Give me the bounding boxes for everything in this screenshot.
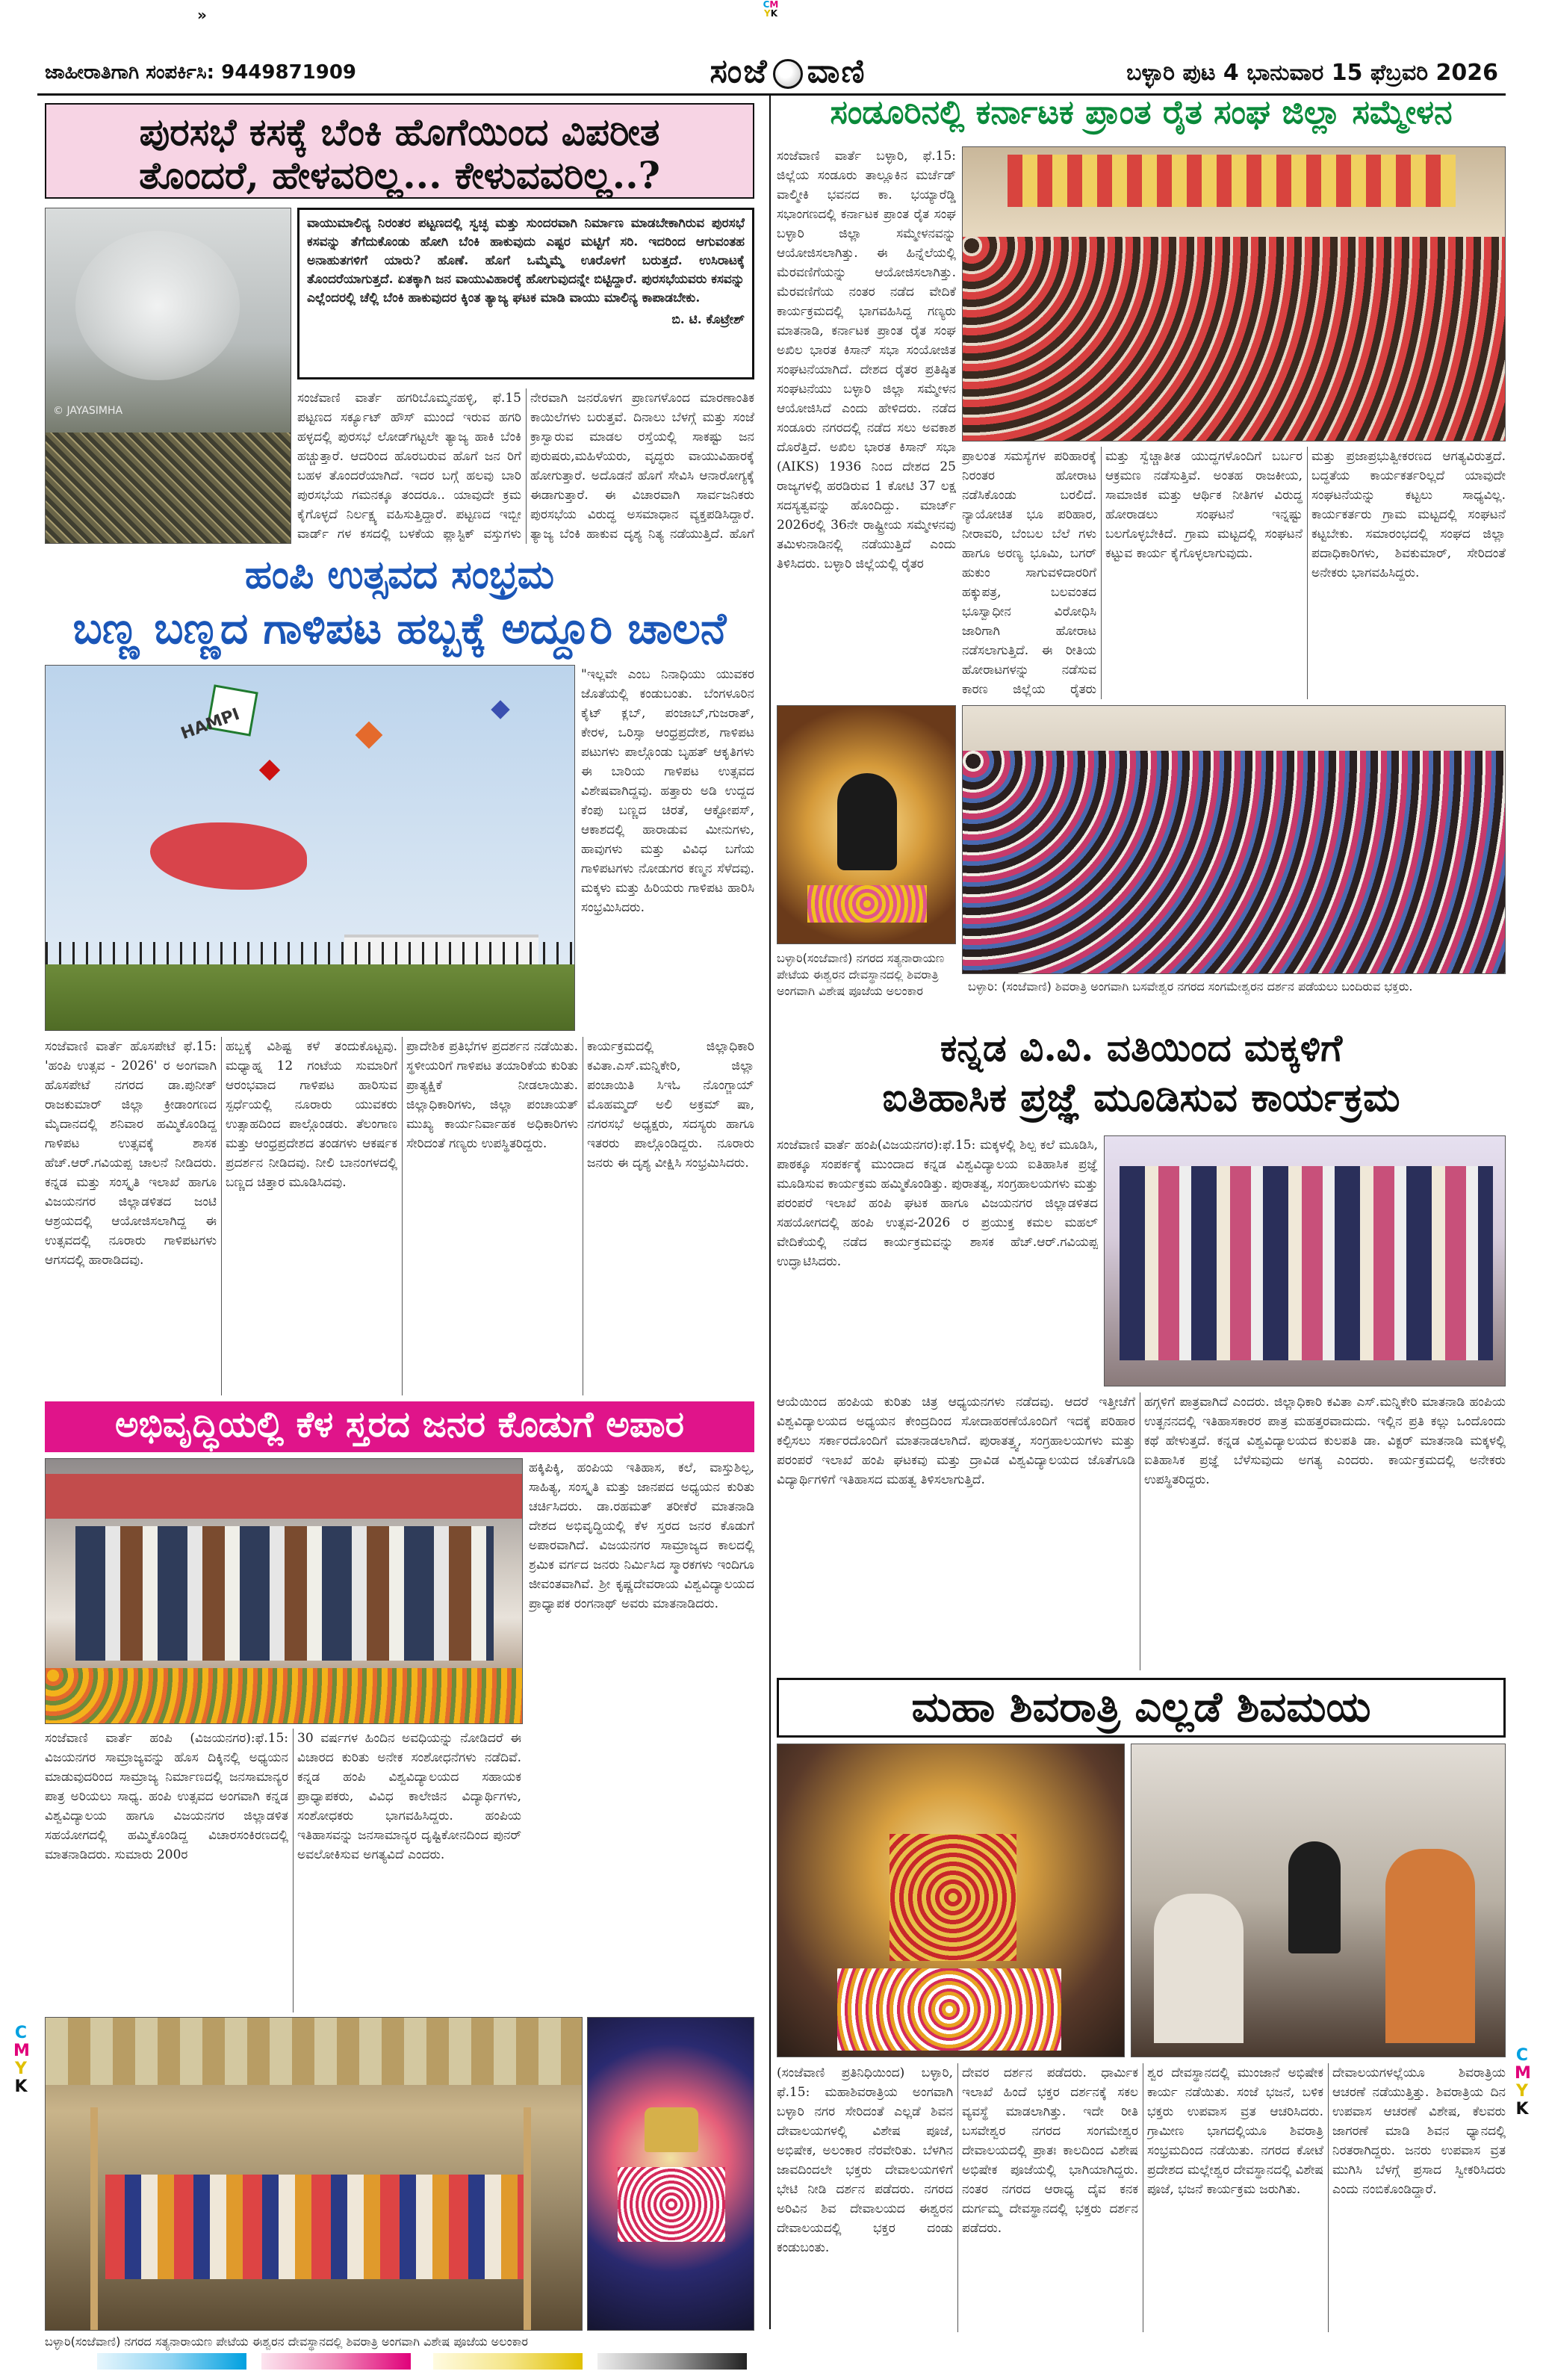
story4-headline-2: ಐತಿಹಾಸಿಕ ಪ್ರಜ್ಞೆ ಮೂಡಿಸುವ ಕಾರ್ಯಕ್ರಮ — [882, 1075, 1400, 1121]
story3-side-col: "ಇಲ್ಲವೇ ಎಂಬ ನಿನಾಧಿಯು ಯುವಕರ ಜೊತೆಯಲ್ಲಿ ಕಂಡುಬಂತು. ಬೆಂಗಳೂರಿನ ಕೈಟ್ ಕ್ಲಬ್, ಪಂಜಾಬ್,ಗುಜರಾತ್, ಕೇರಳ, ಒರಿಸ್ಸಾ ಆಂಧ್ರಪ್ರದೇಶ, ಗಾಳಿಪಟ ಪಟುಗಳು ಪಾಲ್ಗೊಂಡು ಬೃಹತ್ ಆಕೃತಿಗಳು ಈ ಬಾರಿಯ ಗಾಳಿಪಟ ಉತ್ಸವದ ವಿಶೇಷವಾಗಿದ್ದವು. ಹತ್ತಾರು ಅಡಿ ಉದ್ದದ ಕೆಂಪು ಬಣ್ಣದ ಚಿರತೆ, ಆಕ್ಟೋಪಸ್, ಆಕಾಶದಲ್ಲಿ ಹಾರಾಡುವ ಮೀನುಗಳು, ಹಾವುಗಳು ಮತ್ತು ವಿವಿಧ ಬಗೆಯ ಗಾಳಿಪಟಗಳು ನೋಡುಗರ ಕಣ್ಮನ ಸೆಳೆದವು. ಮಕ್ಕಳು ಮತ್ತು ಹಿರಿಯರು ಗಾಳಿಪಟ ಹಾರಿಸಿ ಸಂಭ್ರಮಿಸಿದರು. — [581, 667, 754, 915]
story1-headline: ಪುರಸಭೆ ಕಸಕ್ಕೆ ಬೆಂಕಿ ಹೊಗೆಯಿಂದ ವಿಪರೀತ ತೊಂದರೆ, ಹೇಳವರಿಲ್ಲ... ಕೇಳುವವರಿಲ್ಲ..? — [45, 103, 754, 199]
yellow-bar — [433, 2353, 583, 2370]
cmyk-mark-right: C M Y K — [1515, 2046, 1531, 2119]
story6-queue-caption: ಬಳ್ಳಾರಿ(ಸಂಜೆವಾಣಿ) ನಗರದ ಸತ್ಯನಾರಾಯಣ ಪೇಟೆಯ ಈಶ್ವರನ ದೇವಸ್ಥಾನದಲ್ಲಿ ಶಿವರಾತ್ರಿ ಅಂಗವಾಗಿ ವಿಶೇಷ ಪೂಜೆಯ ಅಲಂಕಾರ — [45, 2334, 528, 2349]
shivalinga-alankara-photo — [777, 1744, 1125, 2057]
temple-queue-photo — [45, 2017, 583, 2331]
cheetah-kite — [150, 822, 307, 890]
story1-col1: ಸಂಜೆವಾಣಿ ವಾರ್ತೆ ಹಗರಿಬೊಮ್ಮನಹಳ್ಳಿ, ಫೆ.15 ಪಟ್ಟಣದ ಸರ್ಕ್ಯೂಟ್ ಹೌಸ್ ಮುಂದೆ ಇರುವ ಹಗರಿ ಹಳ್ಳದಲ್ಲಿ ಪುರಸಭೆ ಲೋಡ್‌ಗಟ್ಟಲೇ ತ್ಯಾಜ್ಯ ಹಾಕಿ ಬೆಂಕಿ ಹಚ್ಚುತ್ತಾರೆ. ಆದರಿಂದ ಹೊರಬರುವ ಹೊಗೆ ಜನ ರಿಗೆ ಬಹಳ ತೊಂದರೆಯಾಗಿದೆ. ಇದರ ಬಗ್ಗೆ ಹಲವು ಬಾರಿ ಪುರಸಭೆಯ ಗಮನಕ್ಕೂ ತಂದರೂ.. ಯಾವುದೇ ಕ್ರಮ ಕೈಗೊಳ್ಳದೆ ನಿರ್ಲಕ್ಷ್ಯ ವಹಿಸುತ್ತಿದ್ದಾರೆ. ಪಟ್ಟಣದ ಇಬ್ಬೀ ವಾರ್ಡ್ ಗಳ ಕಸದಲ್ಲಿ ಬಳಕೆಯ ಪ್ಲಾಸ್ಟಿಕ್ ವಸ್ತುಗಳು — [297, 391, 521, 542]
story5-col-right: ಹಕ್ಕಿಪಿಕ್ಕಿ, ಹಂಪಿಯ ಇತಿಹಾಸ, ಕಲೆ, ವಾಸ್ತುಶಿಲ್ಪ, ಸಾಹಿತ್ಯ, ಸಂಸ್ಕೃತಿ ಮತ್ತು ಜಾನಪದ ಅಧ್ಯಯನ ಕುರಿತು ಚರ್ಚಿಸಿದರು. ಡಾ.ರಹಮತ್ ತರೀಕೆರೆ ಮಾತನಾಡಿ ದೇಶದ ಅಭಿವೃದ್ಧಿಯಲ್ಲಿ ಕೆಳ ಸ್ತರದ ಜನರ ಕೊಡುಗೆ ಅಪಾರವಾಗಿದೆ. ವಿಜಯನಗರ ಸಾಮ್ರಾಜ್ಯದ ಕಾಲದಲ್ಲಿ ಶ್ರಮಿಕ ವರ್ಗದ ಜನರು ನಿರ್ಮಿಸಿದ ಸ್ಮಾರಕಗಳು ಇಂದಿಗೂ ಜೀವಂತವಾಗಿವೆ. ಶ್ರೀ ಕೃಷ್ಣದೇವರಾಯ ವಿಶ್ವವಿದ್ಯಾಲಯದ ಪ್ರಾಧ್ಯಾಪಕ ರಂಗನಾಥ್ ಅವರು ಮಾತನಾಡಿದರು. — [529, 1460, 754, 1611]
story2-crowd-caption: ಬಳ್ಳಾರಿ: (ಸಂಜೆವಾಣಿ) ಶಿವರಾತ್ರಿ ಅಂಗವಾಗಿ ಬಸವೇಶ್ವರ ನಗರದ ಸಂಗಮೇಶ್ವರನ ದರ್ಶನ ಪಡೆಯಲು ಬಂದಿರುವ ಭಕ್ತರು. — [968, 979, 1413, 994]
story6-col3: ಶ್ವರ ದೇವಸ್ಥಾನದಲ್ಲಿ ಮುಂಜಾನೆ ಅಭಿಷೇಕ ಕಾರ್ಯ ನಡೆಯಿತು. ಸಂಜೆ ಭಜನೆ, ಬಳಿಕ ಭಕ್ತರು ಉಪವಾಸ ವ್ರತ ಆಚರಿಸಿದರು. ಗ್ರಾಮೀಣ ಭಾಗದಲ್ಲಿಯೂ ಶಿವರಾತ್ರಿ ಸಂಭ್ರಮದಿಂದ ನಡೆಯಿತು. ನಗರದ ಕೋಟೆ ಪ್ರದೇಶದ ಮಲ್ಲೇಶ್ವರ ದೇವಸ್ಥಾನದಲ್ಲಿ ವಿಶೇಷ ಪೂಜೆ, ಭಜನೆ ಕಾರ್ಯಕ್ರಮ ಜರುಗಿತು. — [1147, 2066, 1323, 2197]
story5-col1: ಸಂಜೆವಾಣಿ ವಾರ್ತೆ ಹಂಪಿ (ವಿಜಯನಗರ):ಫೆ.15: ವಿಜಯನಗರ ಸಾಮ್ರಾಜ್ಯವನ್ನು ಹೊಸ ದಿಕ್ಕಿನಲ್ಲಿ ಅಧ್ಯಯನ ಮಾಡುವುದರಿಂದ ಸಾಮ್ರಾಜ್ಯ ನಿರ್ಮಾಣದಲ್ಲಿ ಜನಸಾಮಾನ್ಯರ ಪಾತ್ರ ಅರಿಯಲು ಸಾಧ್ಯ. ಹಂಪಿ ಉತ್ಸವದ ಅಂಗವಾಗಿ ಕನ್ನಡ ವಿಶ್ವವಿದ್ಯಾಲಯ ಹಾಗೂ ವಿಜಯನಗರ ಜಿಲ್ಲಾಡಳಿತ ಸಹಯೋಗದಲ್ಲಿ ಹಮ್ಮಿಕೊಂಡಿದ್ದ ವಿಚಾರಸಂಕಿರಣದಲ್ಲಿ ಮಾತನಾಡಿದರು. ಸುಮಾರು 200ರ — [45, 1731, 288, 1862]
story4-col1: ಆಯೆಯಿಂದ ಹಂಪಿಯ ಕುರಿತು ಚಿತ್ರ ಆಧ್ಯಯನಗಳು ನಡೆದವು. ಆದರೆ ಇತ್ತೀಚೆಗೆ ವಿಶ್ವವಿದ್ಯಾಲಯದ ಅಧ್ಯಯನ ಕೇಂದ್ರದಿಂದ ಸೋದಾಹರಣೆಯೊಂದಿಗೆ ಇದಕ್ಕೆ ಪರಿಹಾರ ಕಲ್ಪಿಸಲು ಸರ್ಕಾರದೊಂದಿಗೆ ಮಾತನಾಡಲಾಗಿದೆ. ಪುರಾತತ್ತ್ವ, ಸಂಗ್ರಹಾಲಯಗಳು ಮತ್ತು ಪರಂಪರೆ ಇಲಾಖೆ ಹಂಪಿ ಘಟಕವು ಮತ್ತು ದ್ರಾವಿಡ ವಿಶ್ವವಿದ್ಯಾಲಯದ ಜೊತೆಗೂಡಿ ವಿದ್ಯಾರ್ಥಿಗಳಿಗೆ ಇತಿಹಾಸದ ಮಹತ್ವ ತಿಳಿಸಲಾಗುತ್ತಿದೆ. — [777, 1395, 1135, 1487]
story4-col2: ಹಗ್ಗಳಿಗೆ ಪಾತ್ರವಾಗಿದೆ ಎಂದರು. ಜಿಲ್ಲಾಧಿಕಾರಿ ಕವಿತಾ ಎಸ್.ಮನ್ನಿಕೇರಿ ಮಾತನಾಡಿ ಹಂಪಿಯ ಉತ್ಖನನದಲ್ಲಿ ಇತಿಹಾಸಕಾರರ ಪಾತ್ರ ಮಹತ್ತರವಾದುದು. ಇಲ್ಲಿನ ಪ್ರತಿ ಕಲ್ಲು ಒಂದೊಂದು ಕಥೆ ಹೇಳುತ್ತದೆ. ಕನ್ನಡ ವಿಶ್ವವಿದ್ಯಾಲಯದ ಕುಲಪತಿ ಡಾ. ವಿಕ್ಟರ್ ಮಾತನಾಡಿ ಮಕ್ಕಳಲ್ಲಿ ಐತಿಹಾಸಿಕ ಪ್ರಜ್ಞೆ ಬೆಳೆಸುವುದು ಅಗತ್ಯ ಎಂದರು. ಕಾರ್ಯಕ್ರಮದಲ್ಲಿ ಅನೇಕರು ಉಪಸ್ಥಿತರಿದ್ದರು. — [1144, 1395, 1506, 1487]
story2-temple-caption: ಬಳ್ಳಾರಿ(ಸಂಜೆವಾಣಿ) ನಗರದ ಸತ್ಯನಾರಾಯಣ ಪೇಟೆಯ ಈಶ್ವರನ ದೇವಸ್ಥಾನದಲ್ಲಿ ಶಿವರಾತ್ರಿ ಅಂಗವಾಗಿ ವಿಶೇಷ ಪೂಜೆಯ ಅಲಂಕಾರ — [777, 951, 945, 998]
story6-col2: ದೇವರ ದರ್ಶನ ಪಡೆದರು. ಧಾರ್ಮಿಕ ಇಲಾಖೆ ಹಿಂದೆ ಭಕ್ತರ ದರ್ಶನಕ್ಕೆ ಸಕಲ ವ್ಯವಸ್ಥೆ ಮಾಡಲಾಗಿತ್ತು. ಇದೇ ರೀತಿ ಬಸವೇಶ್ವರ ನಗರದ ಸಂಗಮೇಶ್ವರ ದೇವಾಲಯದಲ್ಲಿ ಪ್ರಾತಃ ಕಾಲದಿಂದ ವಿಶೇಷ ಅಭಿಷೇಕ ಪೂಜೆಯಲ್ಲಿ ಭಾಗಿಯಾಗಿದ್ದರು. ನಂತರ ನಗರದ ಆರಾಧ್ಯ ದೈವ ಕನಕ ದುರ್ಗಮ್ಮ ದೇವಸ್ಥಾನದಲ್ಲಿ ಭಕ್ತರು ದರ್ಶನ ಪಡೆದರು. — [962, 2066, 1138, 2236]
dateline: ಬಳ್ಳಾರಿ ಪುಟ 4 ಭಾನುವಾರ 15 ಫೆಬ್ರವರಿ 2026 — [1126, 60, 1498, 86]
story6-col1: (ಸಂಜೆವಾಣಿ ಪ್ರತಿನಿಧಿಯಿಂದ) ಬಳ್ಳಾರಿ, ಫೆ.15: ಮಹಾಶಿವರಾತ್ರಿಯ ಅಂಗವಾಗಿ ಬಳ್ಳಾರಿ ನಗರ ಸೇರಿದಂತೆ ಎಲ್ಲಡೆ ಶಿವನ ದೇವಾಲಯಗಳಲ್ಲಿ ವಿಶೇಷ ಪೂಜೆ, ಅಭಿಷೇಕ, ಅಲಂಕಾರ ನೆರವೇರಿತು. ಬೆಳಗಿನ ಜಾವದಿಂದಲೇ ಭಕ್ತರು ದೇವಾಲಯಗಳಿಗೆ ಭೇಟಿ ನೀಡಿ ದರ್ಶನ ಪಡೆದರು. ನಗರದ ಅರಿವಿನ ಶಿವ ದೇವಾಲಯದ ಈಶ್ವರನ ದೇವಾಲಯದಲ್ಲಿ ಭಕ್ತರ ದಂಡು ಕಂಡುಬಂತು. — [777, 2066, 953, 2255]
story4-col-top: ಸಂಜೆವಾಣಿ ವಾರ್ತೆ ಹಂಪಿ(ವಿಜಯನಗರ):ಫೆ.15: ಮಕ್ಕಳಲ್ಲಿ ಶಿಲ್ಪ ಕಲೆ ಮೂಡಿಸಿ, ಪಾಠಕ್ಕೂ ಸಂಪರ್ಕಕ್ಕೆ ಮುಂದಾದ ಕನ್ನಡ ವಿಶ್ವವಿದ್ಯಾಲಯ ಐತಿಹಾಸಿಕ ಪ್ರಜ್ಞೆ ಮೂಡಿಸುವ ಕಾರ್ಯಕ್ರಮ ಹಮ್ಮಿಕೊಂಡಿತ್ತು. ಪುರಾತತ್ವ, ಸಂಗ್ರಹಾಲಯಗಳು ಮತ್ತು ಪರಂಪರೆ ಇಲಾಖೆ ಹಂಪಿ ಘಟಕ ಹಾಗೂ ವಿಜಯನಗರ ಜಿಲ್ಲಾಡಳಿತದ ಸಹಯೋಗದಲ್ಲಿ ಹಂಪಿ ಉತ್ಸವ-2026 ರ ಪ್ರಯುಕ್ತ ಕಮಲ ಮಹಲ್ ವೇದಿಕೆಯಲ್ಲಿ ನಡೆದ ಕಾರ್ಯಕ್ರಮವನ್ನು ಶಾಸಕ ಹೆಚ್.ಆರ್.ಗವಿಯಪ್ಪ ಉದ್ಘಾಟಿಸಿದರು. — [777, 1138, 1098, 1269]
magenta-bar — [261, 2353, 411, 2370]
story3-col3: ಪ್ರಾದೇಶಿಕ ಪ್ರತಿಭೆಗಳ ಪ್ರದರ್ಶನ ನಡೆಯಿತು. ಸ್ಥಳೀಯರಿಗೆ ಗಾಳಿಪಟ ತಯಾರಿಕೆಯ ಕುರಿತು ಪ್ರಾತ್ಯಕ್ಷಿಕೆ ನೀಡಲಾಯಿತು. ಜಿಲ್ಲಾಧಿಕಾರಿಗಳು, ಜಿಲ್ಲಾ ಪಂಚಾಯತ್ ಮುಖ್ಯ ಕಾರ್ಯನಿರ್ವಾಹಕ ಅಧಿಕಾರಿಗಳು ಸೇರಿದಂತೆ ಗಣ್ಯರು ಉಪಸ್ಥಿತರಿದ್ದರು. — [406, 1039, 578, 1151]
ad-contact: ಜಾಹೀರಾತಿಗಾಗಿ ಸಂಪರ್ಕಿಸಿ: 9449871909 — [45, 61, 357, 84]
seminar-photo — [45, 1458, 523, 1724]
story3-col4: ಕಾರ್ಯಕ್ರಮದಲ್ಲಿ ಜಿಲ್ಲಾಧಿಕಾರಿ ಕವಿತಾ.ಎಸ್.ಮನ್ನಿಕೇರಿ, ಜಿಲ್ಲಾ ಪಂಚಾಯಿತಿ ಸಿಇಓ ನೊಂಗ್ಜಾಯ್ ಮೊಹಮ್ಮದ್ ಅಲಿ ಅಕ್ರಮ್ ಷಾ, ನಗರಸಭೆ ಅಧ್ಯಕ್ಷರು, ಸದಸ್ಯರು ಹಾಗೂ ಇತರರು ಪಾಲ್ಗೊಂಡಿದ್ದರು. ನೂರಾರು ಜನರು ಈ ದೃಶ್ಯ ವೀಕ್ಷಿಸಿ ಸಂಭ್ರಮಿಸಿದರು. — [587, 1039, 754, 1171]
smoke-photo: © JAYASIMHA — [45, 208, 291, 544]
kannada-university-event-photo — [1104, 1135, 1506, 1386]
cmyk-mark-left: C M Y K — [13, 2024, 30, 2096]
abhisheka-photo — [1131, 1744, 1506, 2057]
story2-col2: ಪ್ರಾಲಂತ ಸಮಸ್ಯೆಗಳ ಪರಿಹಾರಕ್ಕೆ ನಿರಂತರ ಹೋರಾಟ ನಡೆಸಿಕೊಂಡು ಬರಲಿದೆ. ನ್ಯಾಯೋಚಿತ ಭೂ ಪರಿಹಾರ, ನೀರಾವರಿ, ಬೆಂಬಲ ಬೆಲೆ ಗಳು ಹಾಗೂ ಅರಣ್ಯ ಭೂಮಿ, ಬಗರ್ ಹುಕುಂ ಸಾಗುವಳಿದಾರರಿಗೆ ಹಕ್ಕುಪತ್ರ, ಬಲವಂತದ ಭೂಸ್ವಾಧೀನ ವಿರೋಧಿಸಿ ಜಾರಿಗಾಗಿ ಹೋರಾಟ ನಡೆಸಲಾಗುತ್ತಿದೆ. ಈ ರೀತಿಯ ಹೋರಾಟಗಳನ್ನು ನಡೆಸುವ ಕಾರಣ ಜಿಲ್ಲೆಯ ರೈತರು — [962, 449, 1096, 697]
devotees-crowd-photo — [962, 705, 1506, 974]
story1-col2: ನೇರವಾಗಿ ಜನರೊಳಗ ಪ್ರಾಣಗಳೊಂದ ಮಾರಣಾಂತಿಕ ಕಾಯಿಲೆಗಳು ಬರುತ್ತವೆ. ದಿನಾಲು ಬೆಳಗ್ಗೆ ಮತ್ತು ಸಂಜೆ ಕ್ರಾಸ್ವಾರುವ ಮಾಡಲ ರಸ್ತೆಯಲ್ಲಿ ಸಾಕಷ್ಟು ಜನ ಪುರುಷರು,ಮಹಿಳೆಯರು, ವೃದ್ಧರು ವಾಯುವಿಹಾರಕ್ಕೆ ಹೋಗುತ್ತಾರೆ. ಅದೊಡನೆ ಹೊಗೆ ಸೇವಿಸಿ ಆನಾರೋಗ್ಯಕ್ಕೆ ಈಡಾಗುತ್ತಾರೆ. ಈ ವಿಚಾರವಾಗಿ ಸಾರ್ವಜನಿಕರು ಪುರಸಭೆಯ ವಿರುದ್ಧ ಅಸಮಾಧಾನ ವ್ಯಕ್ತಪಡಿಸಿದ್ದಾರೆ. ತ್ಯಾಜ್ಯ ಬೆಂಕಿ ಹಾಕುವ ದೃಶ್ಯ ನಿತ್ಯ ನಡೆಯುತ್ತಿದೆ. ಹೊಗೆ — [530, 391, 754, 542]
temple-idol-photo — [777, 705, 956, 944]
story2-col3: ಮತ್ತು ಸ್ವೆಚ್ಚಾತೀತ ಯುದ್ಧಗಳೊಂದಿಗೆ ಬರ್ಬರ ಆಕ್ರಮಣ ನಡೆಸುತ್ತಿವೆ. ಅಂತಹ ರಾಜಕೀಯ, ಸಾಮಾಜಿಕ ಮತ್ತು ಆರ್ಥಿಕ ನೀತಿಗಳ ವಿರುದ್ಧ ಹೋರಾಡಲು ಸಂಘಟನೆ ಇನ್ನಷ್ಟು ಬಲಗೊಳ್ಳಬೇಕಿದೆ. ಗ್ರಾಮ ಮಟ್ಟದಲ್ಲಿ ಸಂಘಟನೆ ಕಟ್ಟುವ ಕಾರ್ಯ ಕೈಗೊಳ್ಳಲಾಗುವುದು. — [1105, 449, 1303, 561]
masthead — [37, 51, 1506, 96]
kite-banner-text: HAMPI — [178, 704, 243, 744]
story3-col1: ಸಂಜೆವಾಣಿ ವಾರ್ತೆ ಹೊಸಪೇಟೆ ಫೆ.15: 'ಹಂಪಿ ಉತ್ಸವ - 2026' ರ ಅಂಗವಾಗಿ ಹೊಸಪೇಟೆ ನಗರದ ಡಾ.ಪುನೀತ್ ರಾಜಕುಮಾರ್ ಜಿಲ್ಲಾ ಕ್ರೀಡಾಂಗಣದ ಮೈದಾನದಲ್ಲಿ ಶನಿವಾರ ಹಮ್ಮಿಕೊಂಡಿದ್ದ ಗಾಳಿಪಟ ಉತ್ಸವಕ್ಕೆ ಶಾಸಕ ಹೆಚ್.ಆರ್.ಗವಿಯಪ್ಪ ಚಾಲನೆ ನೀಡಿದರು. ಕನ್ನಡ ಮತ್ತು ಸಂಸ್ಕೃತಿ ಇಲಾಖೆ ಹಾಗೂ ವಿಜಯನಗರ ಜಿಲ್ಲಾಡಳಿತದ ಜಂಟಿ ಆಶ್ರಯದಲ್ಲಿ ಆಯೋಜಿಸಲಾಗಿದ್ದ ಈ ಉತ್ಸವದಲ್ಲಿ ನೂರಾರು ಗಾಳಿಪಟಗಳು ಆಗಸದಲ್ಲಿ ಹಾರಾಡಿದವು. — [45, 1039, 217, 1268]
story3-headline-2: ಬಣ್ಣ ಬಣ್ಣದ ಗಾಳಿಪಟ ಹಬ್ಬಕ್ಕೆ ಅದ್ದೂರಿ ಚಾಲನೆ — [72, 603, 727, 654]
story2-col1: ಸಂಜೆವಾಣಿ ವಾರ್ತೆ ಬಳ್ಳಾರಿ, ಫೆ.15: ಜಿಲ್ಲೆಯ ಸಂಡೂರು ತಾಲ್ಲೂಕಿನ ಮರ್ಚೆಡ್ ವಾಲ್ಮೀಕಿ ಭವನದ ಕಾ. ಭಯ್ಯಾರೆಡ್ಡಿ ಸಭಾಂಗಣದಲ್ಲಿ ಕರ್ನಾಟಕ ಪ್ರಾಂತ ರೈತ ಸಂಘ ಬಳ್ಳಾರಿ ಜಿಲ್ಲಾ ಸಮ್ಮೇಳನವನ್ನು ಆಯೋಜಿಸಲಾಗಿತ್ತು. ಈ ಹಿನ್ನೆಲೆಯಲ್ಲಿ ಮೆರವಣಿಗೆಯನ್ನು ಆಯೋಜಿಸಲಾಗಿತ್ತು. ಮೆರವಣಿಗೆಯ ನಂತರ ನಡೆದ ವೇದಿಕೆ ಕಾರ್ಯಕ್ರಮದಲ್ಲಿ ಭಾಗವಹಿಸಿದ್ದ ಗಣ್ಯರು ಮಾತನಾಡಿ, ಕರ್ನಾಟಕ ಪ್ರಾಂತ ರೈತ ಸಂಘ ಅಖಿಲ ಭಾರತ ಕಿಸಾನ್ ಸಭಾ ಸಂಯೋಜಿತ ಸಂಘಟನೆಯಾಗಿದೆ. ದೇಶದ ರೈತರ ಪ್ರತಿಷ್ಠಿತ ಸಂಘಟನೆಯು ಬಳ್ಳಾರಿ ಜಿಲ್ಲಾ ಸಮ್ಮೇಳನ ಆಯೋಜಿಸಿದೆ ಎಂದು ಹೇಳಿದರು. ನಡೆದ ಸಂಡೂರು ನಗರದಲ್ಲಿ ನಡೆದ ಸಲು ಅವಕಾಶ ದೊರೆತ್ತಿದೆ. ಅಖಿಲ ಭಾರತ ಕಿಸಾನ್ ಸಭಾ (AIKS) 1936 ನಿಂದ ದೇಶದ 25 ರಾಜ್ಯಗಳಲ್ಲಿ ಹರಡಿರುವ 1 ಕೋಟಿ 37 ಲಕ್ಷ ಸದಸ್ಯತ್ವವನ್ನು ಹೊಂದಿದ್ದು. ಮಾರ್ಚ್ 2026ರಲ್ಲಿ 36ನೇ ರಾಷ್ಟ್ರೀಯ ಸಮ್ಮೇಳನವು ತಮಿಳುನಾಡಿನಲ್ಲಿ ನಡೆಯುತ್ತಿದೆ ಎಂದು ತಿಳಿಸಿದರು. ಬಳ್ಳಾರಿ ಜಿಲ್ಲೆಯಲ್ಲಿ ರೈತರ — [777, 149, 956, 571]
top-marker: » — [197, 6, 207, 24]
globe-icon — [773, 59, 803, 89]
story5-col2: 30 ವರ್ಷಗಳ ಹಿಂದಿನ ಅವಧಿಯನ್ನು ನೋಡಿದರೆ ಈ ವಿಚಾರದ ಕುರಿತು ಅನೇಕ ಸಂಶೋಧನೆಗಳು ನಡೆದಿವೆ. ಕನ್ನಡ ಹಂಪಿ ವಿಶ್ವವಿದ್ಯಾಲಯದ ಸಹಾಯಕ ಪ್ರಾಧ್ಯಾಪಕರು, ವಿವಿಧ ಕಾಲೇಜಿನ ವಿದ್ಯಾರ್ಥಿಗಳು, ಸಂಶೋಧಕರು ಭಾಗವಹಿಸಿದ್ದರು. ಹಂಪಿಯ ಇತಿಹಾಸವನ್ನು ಜನಸಾಮಾನ್ಯರ ದೃಷ್ಟಿಕೋನದಿಂದ ಪುನರ್ ಅವಲೋಕಿಸುವ ಅಗತ್ಯವಿದೆ ಎಂದರು. — [297, 1731, 521, 1862]
story3-headline-1: ಹಂಪಿ ಉತ್ಸವದ ಸಂಭ್ರಮ — [244, 552, 555, 598]
story6-headline: ಮಹಾ ಶಿವರಾತ್ರಿ ಎಲ್ಲಡೆ ಶಿವಮಯ — [777, 1678, 1506, 1738]
story1-signature: ಬಿ. ಟಿ. ಕೊಟ್ರೇಶ್ — [671, 312, 745, 327]
kite-festival-photo — [45, 665, 575, 1031]
story2-col4: ಮತ್ತು ಪ್ರಜಾಪ್ರಭುತ್ವೀಕರಣದ ಆಗತ್ಯವಿರುತ್ತದೆ. ಬದ್ಧತೆಯ ಕಾರ್ಯಕರ್ತರಿಲ್ಲದೆ ಯಾವುದೇ ಸಂಘಟನೆಯನ್ನು ಕಟ್ಟಲು ಸಾಧ್ಯವಿಲ್ಲ. ಕಾರ್ಯಕರ್ತರು ಗ್ರಾಮ ಮಟ್ಟದಲ್ಲಿ ಸಂಘಟನೆ ಕಟ್ಟಬೇಕು. ಸಮಾರಂಭದಲ್ಲಿ ಸಂಘದ ಜಿಲ್ಲಾ ಪದಾಧಿಕಾರಿಗಳು, ಶಿವಕುಮಾರ್, ಸೇರಿದಂತೆ ಅನೇಕರು ಭಾಗವಹಿಸಿದ್ದರು. — [1311, 449, 1506, 580]
newspaper-logo: ಸಂಜೆ ವಾಣಿ — [710, 52, 866, 90]
cyan-bar — [97, 2353, 246, 2370]
story1-intro: ವಾಯುಮಾಲಿನ್ಯ ನಿರಂತರ ಪಟ್ಟಣದಲ್ಲಿ ಸ್ವಚ್ಛ ಮತ್ತು ಸುಂದರವಾಗಿ ನಿರ್ಮಾಣ ಮಾಡಬೇಕಾಗಿರುವ ಪುರಸಭೆ ಕಸವನ್ನು ತೆಗೆದುಕೊಂಡು ಹೋಗಿ ಬೆಂಕಿ ಹಾಕುವುದು ಎಷ್ಟರ ಮಟ್ಟಿಗೆ ಸರಿ. ಇದರಿಂದ ಆಗುವಂತಹ ಅನಾಹುತಗಳಿಗೆ ಯಾರು? ಹೊಣೆ. ಹೊಗೆ ಒಮ್ಮೆಮ್ಮೆ ಊರೊಳಗೆ ಬರುತ್ತದೆ. ಉಸಿರಾಟಕ್ಕೆ ತೊಂದರೆಯಾಗುತ್ತದೆ. ಏತಕ್ಕಾಗಿ ಜನ ವಾಯುವಿಹಾರಕ್ಕೆ ಹೋಗುವುದನ್ನೇ ಬಿಟ್ಟಿದ್ದಾರೆ. ಪುರಸಭೆಯವರು ಕಸವನ್ನು ಎಲ್ಲೆಂದರಲ್ಲಿ ಚೆಲ್ಲಿ ಬೆಂಕಿ ಹಾಕುವುದರ ಕ್ಕಿಂತ ತ್ಯಾಜ್ಯ ಘಟಕ ಮಾಡಿ ವಾಯು ಮಾಲಿನ್ಯ ಕಾಪಾಡಬೇಕು. ಬಿ. ಟಿ. ಕೊಟ್ರೇಶ್ — [297, 208, 754, 379]
story2-headline: ಸಂಡೂರಿನಲ್ಲಿ ಕರ್ನಾಟಕ ಪ್ರಾಂತ ರೈತ ಸಂಘ ಜಿಲ್ಲಾ ಸಮ್ಮೇಳನ — [830, 93, 1453, 131]
story5-headline: ಅಭಿವೃದ್ಧಿಯಲ್ಲಿ ಕೆಳ ಸ್ತರದ ಜನರ ಕೊಡುಗೆ ಅಪಾರ — [45, 1401, 754, 1452]
story6-col4: ದೇವಾಲಯಗಳಲ್ಲೆಯೂ ಶಿವರಾತ್ರಿಯ ಆಚರಣೆ ನಡೆಯುತ್ತಿತ್ತು. ಶಿವರಾತ್ರಿಯ ದಿನ ಉಪವಾಸ ಆಚರಣೆ ವಿಶೇಷ, ಕೆಲವರು ಜಾಗರಣೆ ಮಾಡಿ ಶಿವನ ಧ್ಯಾನದಲ್ಲಿ ನಿರತರಾಗಿದ್ದರು. ಜನರು ಉಪವಾಸ ವ್ರತ ಮುಗಿಸಿ ಬೆಳಗ್ಗೆ ಪ್ರಸಾದ ಸ್ವೀಕರಿಸಿದರು ಎಂದು ನಂಬಿಕೊಂಡಿದ್ದಾರೆ. — [1332, 2066, 1506, 2197]
cmyk-mark-top: CM YK — [763, 0, 779, 19]
story4-headline-1: ಕನ್ನಡ ವಿ.ವಿ. ವತಿಯಿಂದ ಮಕ್ಕಳಿಗೆ — [940, 1026, 1343, 1070]
black-bar — [597, 2353, 747, 2370]
shiva-linga-decor-photo — [587, 2017, 754, 2331]
story3-col2: ಹಬ್ಬಕ್ಕೆ ವಿಶಿಷ್ಟ ಕಳೆ ತಂದುಕೊಟ್ಟವು. ಮಧ್ಯಾಹ್ನ 12 ಗಂಟೆಯ ಸುಮಾರಿಗೆ ಆರಂಭವಾದ ಗಾಳಿಪಟ ಹಾರಿಸುವ ಸ್ಪರ್ಧೆಯಲ್ಲಿ ನೂರಾರು ಯುವಕರು ಉತ್ಸಾಹದಿಂದ ಪಾಲ್ಗೊಂಡರು. ತೆಲಂಗಾಣ ಮತ್ತು ಆಂಧ್ರಪ್ರದೇಶದ ತಂಡಗಳು ಆಕರ್ಷಕ ಪ್ರದರ್ಶನ ನೀಡಿದವು. ನೀಲಿ ಬಾನಂಗಳದಲ್ಲಿ ಬಣ್ಣದ ಚಿತ್ತಾರ ಮೂಡಿಸಿದವು. — [226, 1039, 397, 1190]
farmers-meeting-photo — [962, 146, 1506, 441]
